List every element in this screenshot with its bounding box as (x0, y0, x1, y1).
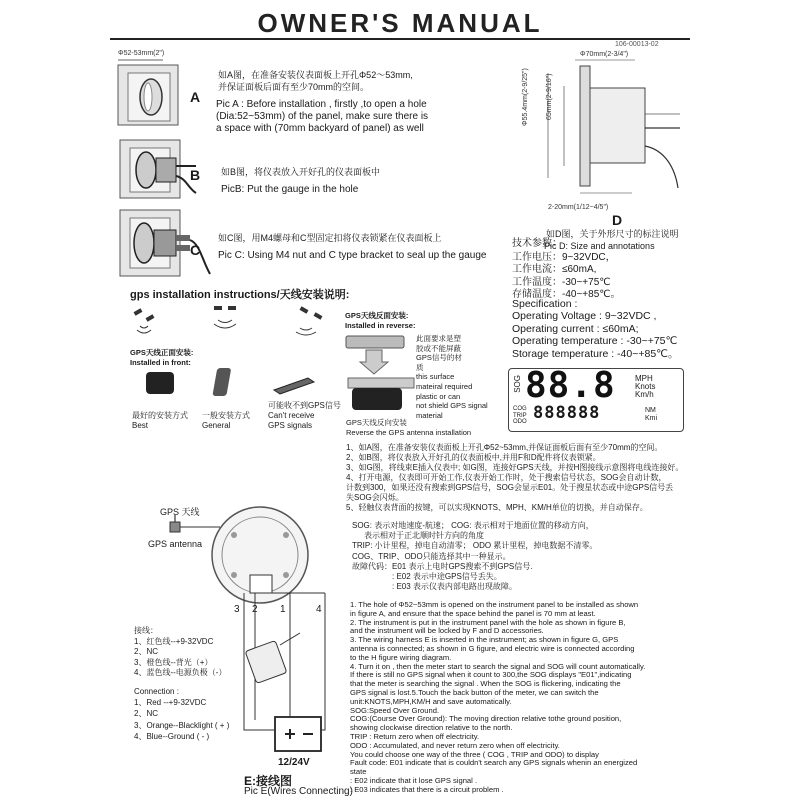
step-en-line-12: unit:KNOTS,MPH,KM/H and save automatically. (350, 696, 512, 706)
pic-a-en-line2: (Dia:52~53mm) of the panel, make sure there is (216, 111, 429, 122)
pic-d-dim-side2: 65mm(2-9/16") (546, 73, 553, 120)
pic-b-letter: B (190, 167, 201, 183)
wire-pin-2: 2 (252, 604, 258, 615)
gps-front-en: Installed in front: (130, 358, 191, 367)
step-en-line-1: 1. The hole of Φ52~53mm is opened on the instrument panel to be installed as shown (350, 600, 639, 609)
pic-d-dim-side1: Φ55.4mm(2-9/25") (522, 68, 529, 126)
pic-d-en: Pic D: Size and annotations (544, 241, 655, 251)
pic-b-illustration (116, 138, 201, 203)
gps-satellite-icons (128, 302, 338, 342)
lcd-unit-kmi: Kmi (645, 415, 658, 422)
gps-install-heading: gps installation instructions/天线安装说明: (130, 289, 350, 301)
gps-note-en1: this surface (416, 372, 455, 382)
conn-cn-heading: 接线： (134, 626, 158, 635)
note-cn-display-choice: COG、TRIP、ODO只能选择其中一种显示。 (352, 551, 511, 561)
gps-note-cn3: GPS信号的材 (416, 353, 462, 363)
gps-rev-caption-en: Reverse the GPS antenna installation (346, 428, 472, 437)
battery-icon (275, 717, 321, 751)
pic-c-en: Pic C: Using M4 nut and C type bracket to seal up the gauge (218, 250, 487, 261)
step-en-line-19: Fault code: E01 indicate that is couldn't search any GPS signals whenin an energized (350, 758, 638, 768)
pic-a-hole-dimension: Φ52-53mm(2") (118, 50, 165, 57)
conn-en-1: 1、Red --+9-32VDC (134, 698, 207, 708)
step-en-line-11: GPS signal is lost.5.Touch the back button of the meter, we can switch the (350, 687, 599, 697)
wire-pin-1: 1 (280, 604, 286, 615)
step-en-line-8: 4. Turn it on , then the meter start to search the signal and SOG will count automatically. (350, 661, 646, 671)
step-cn-1: 1、如A图，在准备安装仪表面板上开孔Φ52~53mm,并保证面板后面有至少70mm的空间。 (346, 443, 663, 452)
specs-cn-storage-temp: 存储温度：-40~+85℃。 (512, 289, 621, 300)
document-number: 106-00013-02 (615, 41, 659, 48)
pic-d-letter: D (612, 212, 623, 228)
lcd-unit-nm: NM (645, 407, 656, 414)
note-cn-e03: : E03 表示仪表内部电路出现故障。 (392, 582, 517, 592)
lcd-unit-knots: Knots (635, 382, 656, 391)
wiring-conn-cn (134, 626, 264, 679)
pic-d-cn: 如D图，关于外形尺寸的标注说明 (546, 229, 679, 239)
title-rule (110, 38, 690, 40)
step-en-line-17: ODO : Accumulated, and never return zero when off electricity. (350, 740, 560, 750)
wire-pin-4: 4 (316, 604, 322, 615)
lcd-unit-mph: MPH (635, 374, 653, 383)
conn-cn-4: 4、蓝色线--电源负极（-） (134, 668, 227, 678)
specs-cn-current: 工作电流：≤60mA, (512, 264, 597, 275)
specs-en (512, 298, 712, 360)
lcd-cog-label: COG (513, 406, 527, 412)
gps-best-cn: 最好的安装方式 (132, 411, 188, 420)
lcd-small-digits: 888888 (533, 403, 601, 423)
pic-d-dim-bottom: 2-20mm(1/12~4/5") (548, 204, 609, 211)
step-en-line-13: SOG:Speed Over Ground. (350, 705, 440, 715)
specs-cn (512, 238, 692, 302)
specs-en-heading: Specification : (512, 298, 578, 310)
satellite-icon-1 (134, 308, 155, 333)
battery-voltage: 12/24V (278, 757, 310, 768)
lcd-small-units (645, 407, 657, 423)
conn-cn-2: 2、NC (134, 647, 159, 657)
step-en-line-15: showing clockwise direction relative to the north. (350, 723, 513, 733)
pic-d-dim-top: Φ70mm(2-3/4") (580, 51, 629, 58)
note-cn-e02: : E02 表示中途GPS信号丢失。 (392, 572, 502, 582)
step-en-line-5: 3. The wiring harness E is inserted in the instrument; as shown in figure G, GPS (350, 635, 619, 645)
step-en-line-4: and the instrument will be locked by F and D accessories. (350, 626, 544, 636)
pic-d-illustration (540, 58, 690, 203)
wire-pin-3: 3 (234, 604, 240, 615)
step-cn-2: 2、如B图，将仪表放入开好孔的仪表面板中,并用F和D配件将仪表锁紧。 (346, 453, 601, 462)
lcd-trip-label: TRIP (513, 412, 527, 419)
pic-c-letter: C (190, 242, 201, 258)
step-en-line-22: : E03 indicates that there is a circuit problem . (350, 784, 504, 794)
gps-note-en3: plastic or can (416, 391, 461, 401)
wiring-antenna-cn: GPS 天线 (160, 507, 200, 517)
lcd-units (635, 375, 655, 399)
wiring-conn-en (134, 686, 274, 742)
gps-reverse-note (416, 334, 506, 420)
page-title: OWNER'S MANUAL (257, 8, 543, 38)
step-en-line-9: If there is still no GPS signal when it count to 300,the SOG displays "E01",indicating (350, 670, 632, 680)
note-cn-trip-odo: TRIP: 小计里程，掉电自动清零； ODO 累计里程，掉电数据不清零。 (352, 541, 598, 551)
step-cn-4c: 失SOG会闪烁。 (346, 493, 404, 502)
specs-cn-heading: 技术参数： (512, 238, 562, 249)
gps-note-cn4: 质 (416, 362, 424, 372)
step-en-line-18: You could choose one way of the three ( COG , TRIP and ODO) to display (350, 749, 599, 759)
pic-c-cn: 如C图，用M4螺母和C型固定扣将仪表锁紧在仪表面板上 (218, 233, 442, 243)
gps-reverse-illustration (342, 330, 422, 418)
step-en-line-3: 2. The instrument is put in the instrument panel with the hole as shown in figure B, (350, 617, 626, 627)
note-cn-sog-cog: SOG: 表示对地速度-航速； COG: 表示相对于地面位置的移动方向， (352, 521, 594, 530)
gps-cannot-en1: Can't receive (268, 411, 315, 420)
step-en-line-21: : E02 indicate that it lose GPS signal . (350, 775, 478, 785)
pic-a-en-line3: a space with (70mm backyard of panel) as well (216, 123, 424, 134)
step-en-line-20: state (350, 767, 367, 777)
gps-front-illustrations (138, 364, 328, 406)
specs-cn-op-temp: 工作温度：-30~+75℃ (512, 276, 611, 288)
specs-en-current: Operating current : ≤60mA; (512, 322, 639, 335)
gps-general-en: General (202, 421, 231, 430)
pic-a-en-line1: Pic A : Before installation , firstly ,to open a hole (216, 99, 427, 110)
lcd-display (508, 365, 684, 432)
conn-en-2: 2、NC (134, 709, 159, 719)
gps-note-cn2: 胶或不能屏蔽 (416, 343, 461, 353)
pic-b-en: PicB: Put the gauge in the hole (221, 184, 359, 195)
lcd-main-digits: 88.8 (525, 365, 616, 406)
specs-en-storage-temp: Storage temperature : -40~+85℃。 (512, 347, 679, 360)
step-en-line-14: COG:(Course Over Ground): The moving direction relative tothe ground position, (350, 714, 622, 724)
pic-a-cn-line2: 并保证面板后面有至少70mm的空间。 (218, 82, 370, 92)
gps-note-en5: material (416, 410, 443, 420)
note-cn-cog-angle: 表示相对于正北顺时针方向的角度 (364, 531, 484, 541)
conn-cn-1: 1、红色线--+9-32VDC (134, 636, 214, 646)
specs-en-voltage: Operating Voltage : 9~32VDC , (512, 310, 657, 323)
note-cn-e01: 故障代码：E01 表示上电时GPS搜索不到GPS信号. (352, 561, 533, 571)
pic-a-illustration (108, 55, 201, 130)
wiring-caption-en: Pic E(Wires Connecting) (244, 786, 353, 797)
gps-rev-caption-cn: GPS天线反向安装 (346, 418, 407, 427)
gps-general-cn: 一般安装方式 (202, 411, 250, 420)
wiring-antenna-en: GPS antenna (148, 539, 203, 549)
step-cn-4a: 4、打开电源，仪表即可开始工作,仪表开始工作时，处于搜索信号状态，SOG会自动计数， (346, 473, 667, 482)
gps-best-en: Best (132, 421, 149, 430)
step-en-line-16: TRIP : Return zero when off electricity. (350, 731, 480, 741)
lcd-odo-label: ODO (513, 419, 527, 425)
conn-en-heading: Connection : (134, 687, 179, 696)
pic-a-letter: A (190, 89, 201, 105)
satellite-icon-3 (296, 306, 322, 335)
gps-reverse-en: Installed in reverse: (345, 321, 416, 330)
step-cn-3: 3、如G图，将线束E插入仪表中; 如G图，连接好GPS天线，并按H图接线示意图将电线连接好。 (346, 463, 684, 472)
gps-note-cn1: 此面要求是塑 (416, 334, 461, 343)
specs-cn-voltage: 工作电压：9~32VDC， (512, 251, 616, 263)
gps-note-en4: not shield GPS signal (416, 401, 488, 411)
steps-cn (346, 443, 746, 513)
step-en-line-2: in figure A, and ensure that the space behind the panel is 70 mm at least. (350, 608, 596, 618)
gps-cannot-en2: GPS signals (268, 421, 313, 430)
gps-reverse-cn: GPS天线反面安装: (345, 311, 409, 320)
lcd-unit-kmh: Km/h (635, 390, 654, 399)
conn-en-4: 4、Blue--Ground ( - ) (134, 731, 210, 741)
step-en-line-6: antenna is connected; as shown in G figure, and electric wire is connected according (350, 643, 635, 653)
gps-cannot-cn: 可能收不到GPS信号 (268, 401, 341, 410)
step-en-line-7: to the H figure wiring diagram. (350, 652, 452, 662)
lcd-sog-label: SOG (513, 375, 522, 393)
gps-front-cn: GPS天线正面安装: (130, 348, 194, 357)
steps-en (350, 601, 790, 795)
pic-b-cn: 如B图，将仪表放入开好孔的仪表面板中 (221, 167, 381, 177)
pic-a-cn-line1: 如A图，在准备安装仪表面板上开孔Φ52～53mm, (218, 70, 413, 80)
lcd-mode-labels (513, 406, 527, 426)
conn-en-3: 3、Orange--Blacklight ( + ) (134, 720, 230, 730)
step-cn-5: 5、轻触仪表背面的按键，可以实现KNOTS、MPH、KM/H单位的切换，并自动保存。 (346, 503, 648, 512)
satellite-icon-2 (214, 306, 236, 328)
step-en-line-10: that the meter is searching the signal . When the SOG is flickering, indicating the (350, 679, 621, 689)
conn-cn-3: 3、橙色线--背光（+） (134, 657, 213, 667)
wiring-caption-cn: E:接线图 (244, 774, 293, 788)
step-cn-4b: 计数到300，如果还没有搜索到GPS信号，SOG会显示E01。处于搜星状态或中途GPS信号丢 (346, 483, 674, 492)
gps-note-en2: mateiral required (416, 381, 473, 391)
specs-en-op-temp: Operating temperature : -30~+75℃ (512, 335, 678, 348)
notes-cn (352, 521, 712, 592)
